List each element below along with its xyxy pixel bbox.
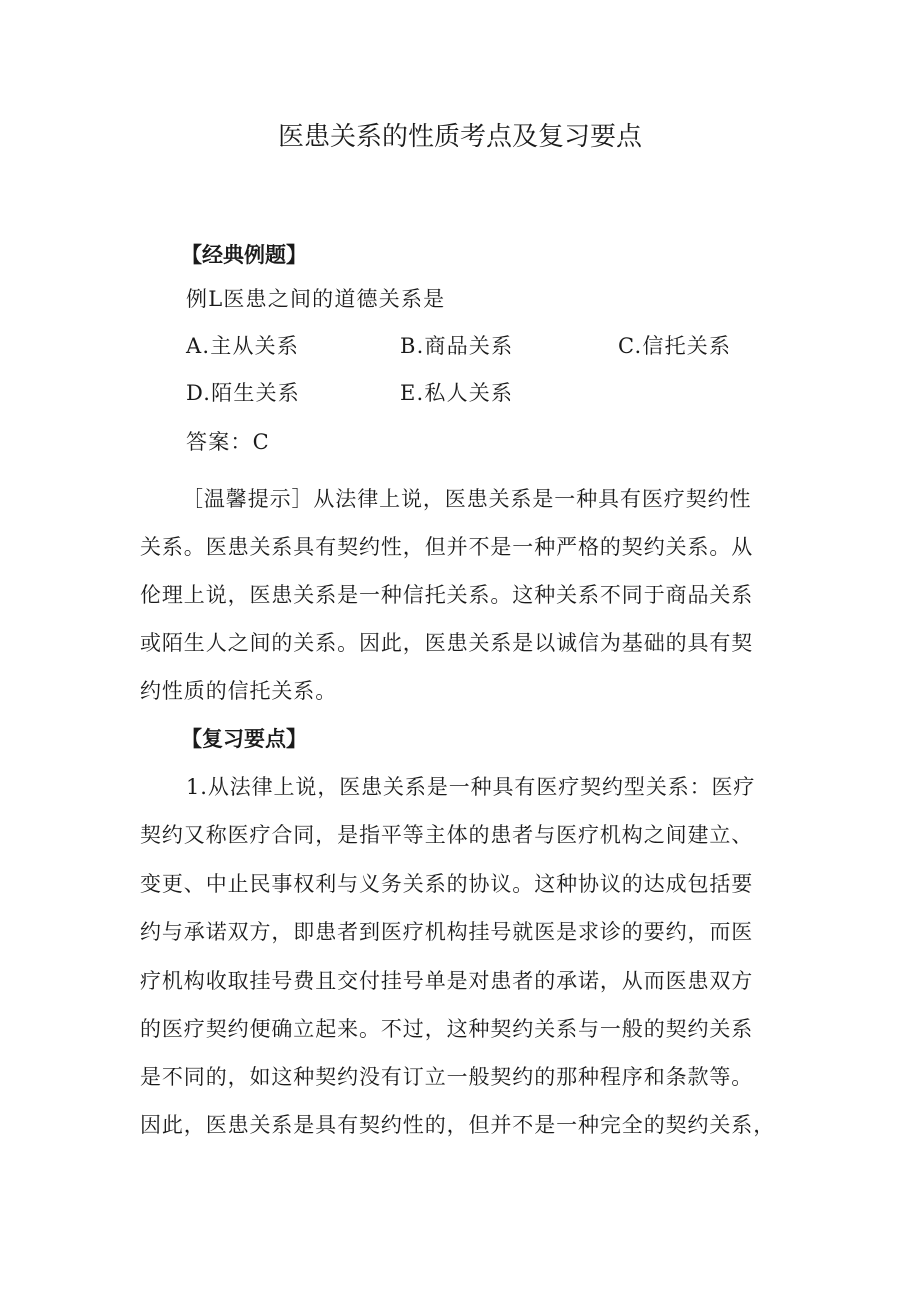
review-line: 契约又称医疗合同，是指平等主体的患者与医疗机构之间建立、 [140,823,754,847]
option-a: A.主从关系 [186,334,300,358]
review-line: 因此，医患关系是具有契约性的，但并不是一种完全的契约关系， [140,1113,776,1137]
review-line: 的医疗契约便确立起来。不过，这种契约关系与一般的契约关系 [140,1017,754,1041]
review-line: 是不同的，如这种契约没有订立一般契约的那种程序和条款等。 [140,1065,754,1089]
example-answer: 答案：C [186,430,270,454]
example-question: 例L医患之间的道德关系是 [186,287,446,311]
review-line: 约与承诺双方，即患者到医疗机构挂号就医是求诊的要约，而医 [140,920,754,944]
review-line: 1.从法律上说，医患关系是一种具有医疗契约型关系：医疗 [186,775,756,799]
option-e: E.私人关系 [400,381,514,405]
tip-line: 关系。医患关系具有契约性，但并不是一种严格的契约关系。从 [140,535,754,559]
option-c: C.信托关系 [618,334,732,358]
example-section-heading: 【经典例题】 [181,243,307,267]
tip-line: 伦理上说，医患关系是一种信托关系。这种关系不同于商品关系 [140,583,754,607]
tip-line: 或陌生人之间的关系。因此，医患关系是以诚信为基础的具有契 [140,631,754,655]
tip-line: ［温馨提示］从法律上说，医患关系是一种具有医疗契约性 [182,487,752,511]
review-line: 疗机构收取挂号费且交付挂号单是对患者的承诺，从而医患双方 [140,969,754,993]
page-title: 医患关系的性质考点及复习要点 [277,122,642,152]
option-d: D.陌生关系 [186,381,300,405]
review-section-heading: 【复习要点】 [181,727,307,751]
review-line: 变更、中止民事权利与义务关系的协议。这种协议的达成包括要 [140,872,754,896]
tip-line: 约性质的信托关系。 [140,679,338,703]
option-b: B.商品关系 [400,334,514,358]
